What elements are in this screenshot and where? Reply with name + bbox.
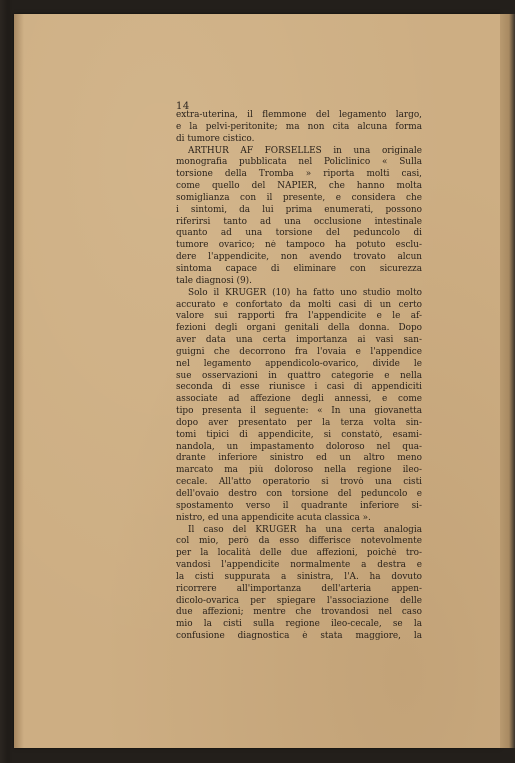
- text-line: ARTHUR AF FORSELLES in una originale: [188, 145, 422, 156]
- text-line: tipo presenta il seguente: « In una giovanetta: [176, 406, 422, 417]
- text-line: vandosi l'appendicite normalmente a destra e: [176, 560, 422, 571]
- text-line: sintoma capace di eliminare con sicurezza: [176, 263, 422, 274]
- text-line: e la pelvi-peritonite; ma non cita alcuna forma: [176, 121, 422, 132]
- text-line: dicolo-ovarica per spiegare l'associazione delle: [176, 595, 422, 606]
- text-line: tomi tipici di appendicite, si constatò, esami-: [176, 429, 422, 440]
- text-line: dere l'appendicite, non avendo trovato alcun: [176, 252, 422, 263]
- text-line: nandola, un impastamento doloroso nel qua-: [176, 441, 422, 452]
- text-line: seconda di esse riunisce i casi di appendiciti: [176, 382, 422, 393]
- text-line: accurato e confortato da molti casi di un certo: [176, 299, 422, 310]
- text-line: due affezioni; mentre che trovandosi nel caso: [176, 607, 422, 618]
- text-line: marcato ma più doloroso nella regione ileo-: [176, 465, 422, 476]
- text-line: nel legamento appendicolo-ovarico, divide le: [176, 358, 422, 369]
- text-line: somiglianza con il presente, e considera che: [176, 192, 422, 203]
- text-line: riferirsi tanto ad una occlusione intestinale: [176, 216, 422, 227]
- text-line: quanto ad una torsione del peduncolo di: [176, 228, 422, 239]
- text-line: dell'ovaio destro con torsione del peduncolo e: [176, 489, 422, 499]
- text-line: spostamento verso il quadrante inferiore si-: [176, 500, 422, 511]
- text-line: aver data una certa importanza ai vasi san-: [176, 335, 422, 346]
- text-line: col mio, però da esso differisce notevolmente: [176, 536, 422, 547]
- text-line: Il caso del KRÜGER ha una certa analogia: [188, 524, 422, 535]
- text-line: confusione diagnostica è stata maggiore, la: [176, 631, 422, 642]
- text-line: extra-uterina, il flemmone del legamento largo,: [176, 110, 422, 120]
- text-line: di tumore cistico.: [176, 133, 255, 144]
- text-line: come quello del NAPIER, che hanno molta: [176, 181, 422, 192]
- text-line: la cisti suppurata a sinistra, l'A. ha dovuto: [176, 571, 422, 582]
- text-line: guigni che decorrono fra l'ovaia e l'appendice: [176, 346, 422, 357]
- text-line: torsione della Tromba » riporta molti casi,: [176, 169, 422, 180]
- text-line: cecale. All'atto operatorio si trovò una cisti: [176, 477, 422, 488]
- page-fold-shadow: [14, 14, 24, 748]
- body-text: [176, 110, 422, 643]
- text-line: per la località delle due affezioni, poichè tro-: [176, 548, 422, 559]
- text-line: tumore ovarico; nè tampoco ha potuto esclu-: [176, 240, 422, 251]
- text-line: ricorrere all'importanza dell'arteria appen-: [176, 583, 422, 594]
- text-line: i sintomi, da lui prima enumerati, possono: [176, 204, 422, 215]
- text-line: tale diagnosi (9).: [176, 275, 252, 286]
- text-line: fezioni degli organi genitali della donna. Dopo: [176, 323, 422, 334]
- text-line: valore sui rapporti fra l'appendicite e le af-: [176, 311, 422, 322]
- text-line: Solo il KRÜGER (10) ha fatto uno studio molto: [188, 287, 422, 298]
- text-line: mio la cisti sulla regione ileo-cecale, se la: [176, 619, 422, 630]
- adjacent-page-edge: [500, 14, 515, 748]
- text-line: associate ad affezione degli annessi, e come: [176, 394, 422, 405]
- text-line: dopo aver presentato per la terza volta sin-: [176, 417, 422, 428]
- text-line: drante inferiore sinistro ed un altro meno: [176, 453, 422, 464]
- text-line: nistro, ed una appendicite acuta classica ».: [176, 512, 371, 523]
- text-line: monografia pubblicata nel Policlinico « Sulla: [176, 157, 422, 168]
- page-number: 14: [176, 101, 190, 112]
- text-line: sue osservazioni in quattro categorie e nella: [176, 370, 422, 381]
